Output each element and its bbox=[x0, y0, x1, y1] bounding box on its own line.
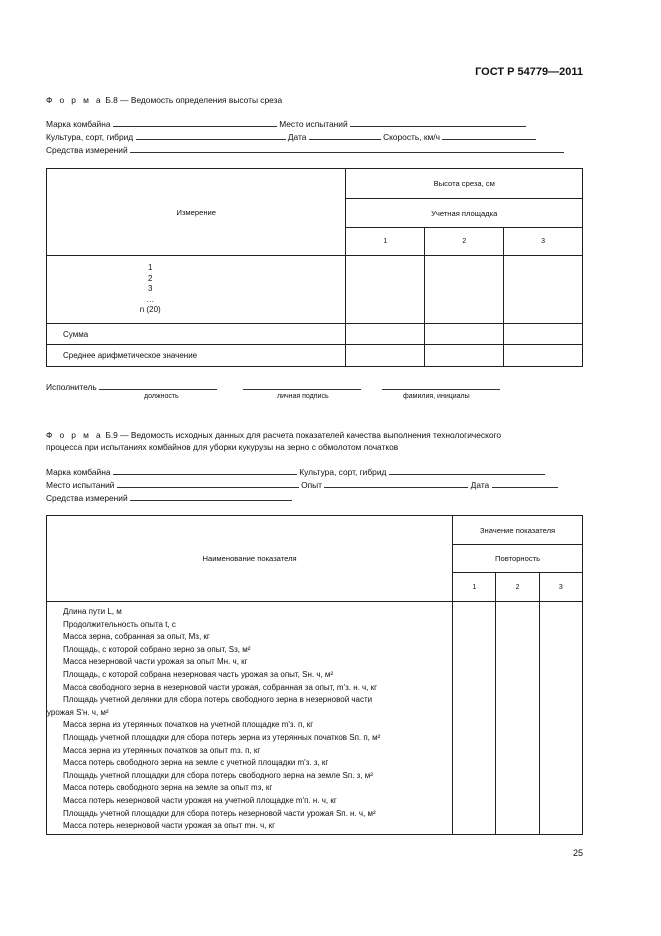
b8-cell[interactable] bbox=[346, 324, 425, 345]
b8-input-combine[interactable] bbox=[113, 118, 277, 127]
b8-cell[interactable] bbox=[425, 324, 504, 345]
b9-col-rep: Повторность bbox=[453, 545, 583, 573]
b9-row: Масса потерь свободного зерна на земле за опыт mз, кг bbox=[63, 783, 273, 793]
b8-label-place: Место испытаний bbox=[279, 119, 348, 129]
b8-field-row-1 bbox=[46, 118, 526, 129]
b9-row: Площадь учетной площадки для сбора потерь незерновой части урожая Sп. н. ч, м² bbox=[63, 808, 376, 818]
page-number: 25 bbox=[572, 848, 583, 858]
b8-col-measure: Измерение bbox=[47, 169, 346, 256]
b9-row: Площадь, с которой собрана незерновая часть урожая за опыт, Sн. ч, м² bbox=[63, 669, 334, 679]
b8-input-date[interactable] bbox=[309, 131, 381, 140]
b8-caption-sign: личная подпись bbox=[277, 393, 329, 400]
b9-cell[interactable] bbox=[539, 602, 582, 835]
b8-cell[interactable] bbox=[346, 345, 425, 367]
b9-input-place[interactable] bbox=[117, 479, 299, 488]
b8-row-numbers bbox=[47, 256, 346, 324]
b8-row-num: 1 bbox=[148, 263, 153, 272]
b8-input-speed[interactable] bbox=[442, 131, 536, 140]
b8-label-executor: Исполнитель bbox=[46, 382, 97, 392]
b9-input-date[interactable] bbox=[492, 479, 558, 488]
b9-row: Масса зерна из утерянных початков на учетной площадке m'з. п, кг bbox=[63, 720, 314, 730]
form-b8-title bbox=[46, 95, 282, 105]
b8-label-speed: Скорость, км/ч bbox=[383, 132, 440, 142]
b8-table bbox=[46, 168, 583, 367]
b9-row: Масса свободного зерна в незерновой части урожая, собранная за опыт, m'з. н. ч, кг bbox=[63, 682, 378, 692]
b9-row: Масса потерь незерновой части урожая за опыт mн. ч, кг bbox=[63, 821, 276, 831]
b8-caption-name: фамилия, инициалы bbox=[403, 393, 470, 400]
b9-row: Масса потерь незерновой части урожая на учетной площадке m'п. н. ч, кг bbox=[63, 795, 337, 805]
b8-input-means[interactable] bbox=[130, 144, 564, 153]
b9-row: Продолжительность опыта t, с bbox=[63, 619, 176, 629]
b8-row-num: 3 bbox=[148, 284, 153, 293]
b9-row: Площадь, с которой собрано зерно за опыт, Sз, м² bbox=[63, 644, 251, 654]
b8-cell[interactable] bbox=[504, 345, 583, 367]
b9-field-row-1 bbox=[46, 466, 545, 477]
form-b9-prefix: Ф о р м а bbox=[46, 430, 104, 440]
b8-input-position[interactable] bbox=[99, 381, 217, 390]
b8-col-area: Учетная площадка bbox=[346, 199, 583, 228]
b8-col-num-2: 2 bbox=[425, 228, 504, 256]
b8-label-combine: Марка комбайна bbox=[46, 119, 111, 129]
b8-input-culture[interactable] bbox=[136, 131, 286, 140]
b8-label-date: Дата bbox=[287, 132, 307, 142]
b9-field-row-3 bbox=[46, 492, 292, 503]
b8-col-num-3: 3 bbox=[504, 228, 583, 256]
b8-caption-position: должность bbox=[144, 393, 179, 400]
b9-input-trial[interactable] bbox=[324, 479, 468, 488]
b9-input-means[interactable] bbox=[130, 492, 292, 501]
b9-col-num-3: 3 bbox=[539, 573, 582, 602]
b8-col-height: Высота среза, см bbox=[346, 169, 583, 199]
form-b8-title-text: Б.8 — Ведомость определения высоты среза bbox=[105, 95, 283, 105]
b8-label-means: Средства измерений bbox=[46, 145, 128, 155]
form-b9-title-line1: Б.9 — Ведомость исходных данных для расчета показателей качества выполнения технологического bbox=[105, 430, 502, 440]
form-b9-title bbox=[46, 429, 583, 453]
b8-input-sign[interactable] bbox=[243, 381, 361, 390]
b8-cell[interactable] bbox=[504, 256, 583, 324]
b8-row-mean: Среднее арифметическое значение bbox=[47, 345, 346, 367]
b8-row-num: n (20) bbox=[139, 305, 161, 314]
b8-col-num-1: 1 bbox=[346, 228, 425, 256]
b9-cell[interactable] bbox=[496, 602, 539, 835]
b8-row-sum: Сумма bbox=[47, 324, 346, 345]
b9-col-num-2: 2 bbox=[496, 573, 539, 602]
b9-rows-cell bbox=[47, 602, 453, 835]
b8-field-row-3 bbox=[46, 144, 564, 155]
b9-row: Площадь учетной площадки для сбора потерь зерна из утерянных початков Sп. п, м² bbox=[63, 732, 381, 742]
b9-row: Площадь учетной делянки для сбора потерь свободного зерна в незерновой части bbox=[63, 695, 373, 705]
b9-row: Длина пути L, м bbox=[63, 607, 122, 616]
document-code: ГОСТ Р 54779—2011 bbox=[475, 66, 583, 78]
b9-row: урожая S'н. ч, м² bbox=[47, 707, 109, 717]
form-b9-title-line2: процесса при испытаниях комбайнов для уборки кукурузы на зерно с обмолотом початков bbox=[46, 442, 399, 452]
b9-input-combine[interactable] bbox=[113, 466, 297, 475]
b9-row: Масса незерновой части урожая за опыт Mн. ч, кг bbox=[63, 657, 248, 667]
b9-table bbox=[46, 515, 583, 835]
b9-row: Масса зерна, собранная за опыт, Mз, кг bbox=[63, 632, 210, 642]
b9-cell[interactable] bbox=[453, 602, 496, 835]
b9-label-means: Средства измерений bbox=[46, 493, 128, 503]
b9-row: Масса потерь свободного зерна на земле с учетной площадки m'з. з, кг bbox=[63, 758, 329, 768]
b8-cell[interactable] bbox=[425, 256, 504, 324]
b9-label-date: Дата bbox=[470, 480, 490, 490]
form-b8-prefix: Ф о р м а bbox=[46, 95, 104, 105]
b9-label-trial: Опыт bbox=[301, 480, 323, 490]
b9-row: Масса зерна из утерянных початков за опыт mз. п, кг bbox=[63, 745, 261, 755]
b9-input-culture[interactable] bbox=[389, 466, 545, 475]
b9-col-num-1: 1 bbox=[453, 573, 496, 602]
b8-cell[interactable] bbox=[346, 256, 425, 324]
b8-row-num: 2 bbox=[148, 273, 153, 283]
b8-cell[interactable] bbox=[504, 324, 583, 345]
b8-cell[interactable] bbox=[425, 345, 504, 367]
b9-label-combine: Марка комбайна bbox=[46, 467, 111, 477]
b8-field-row-2 bbox=[46, 131, 536, 142]
b8-signature-row bbox=[46, 381, 500, 392]
b8-row-num: … bbox=[146, 294, 155, 304]
b9-label-culture: Культура, сорт, гибрид bbox=[299, 467, 387, 477]
b9-label-place: Место испытаний bbox=[46, 480, 115, 490]
b8-input-place[interactable] bbox=[350, 118, 526, 127]
b9-col-name: Наименование показателя bbox=[47, 516, 453, 602]
b8-label-culture: Культура, сорт, гибрид bbox=[46, 132, 134, 142]
b9-row: Площадь учетной площадки для сбора потерь свободного зерна на земле Sп. з, м² bbox=[63, 770, 373, 780]
b8-input-name[interactable] bbox=[382, 381, 500, 390]
b9-col-value: Значение показателя bbox=[453, 516, 583, 545]
b9-field-row-2 bbox=[46, 479, 558, 490]
